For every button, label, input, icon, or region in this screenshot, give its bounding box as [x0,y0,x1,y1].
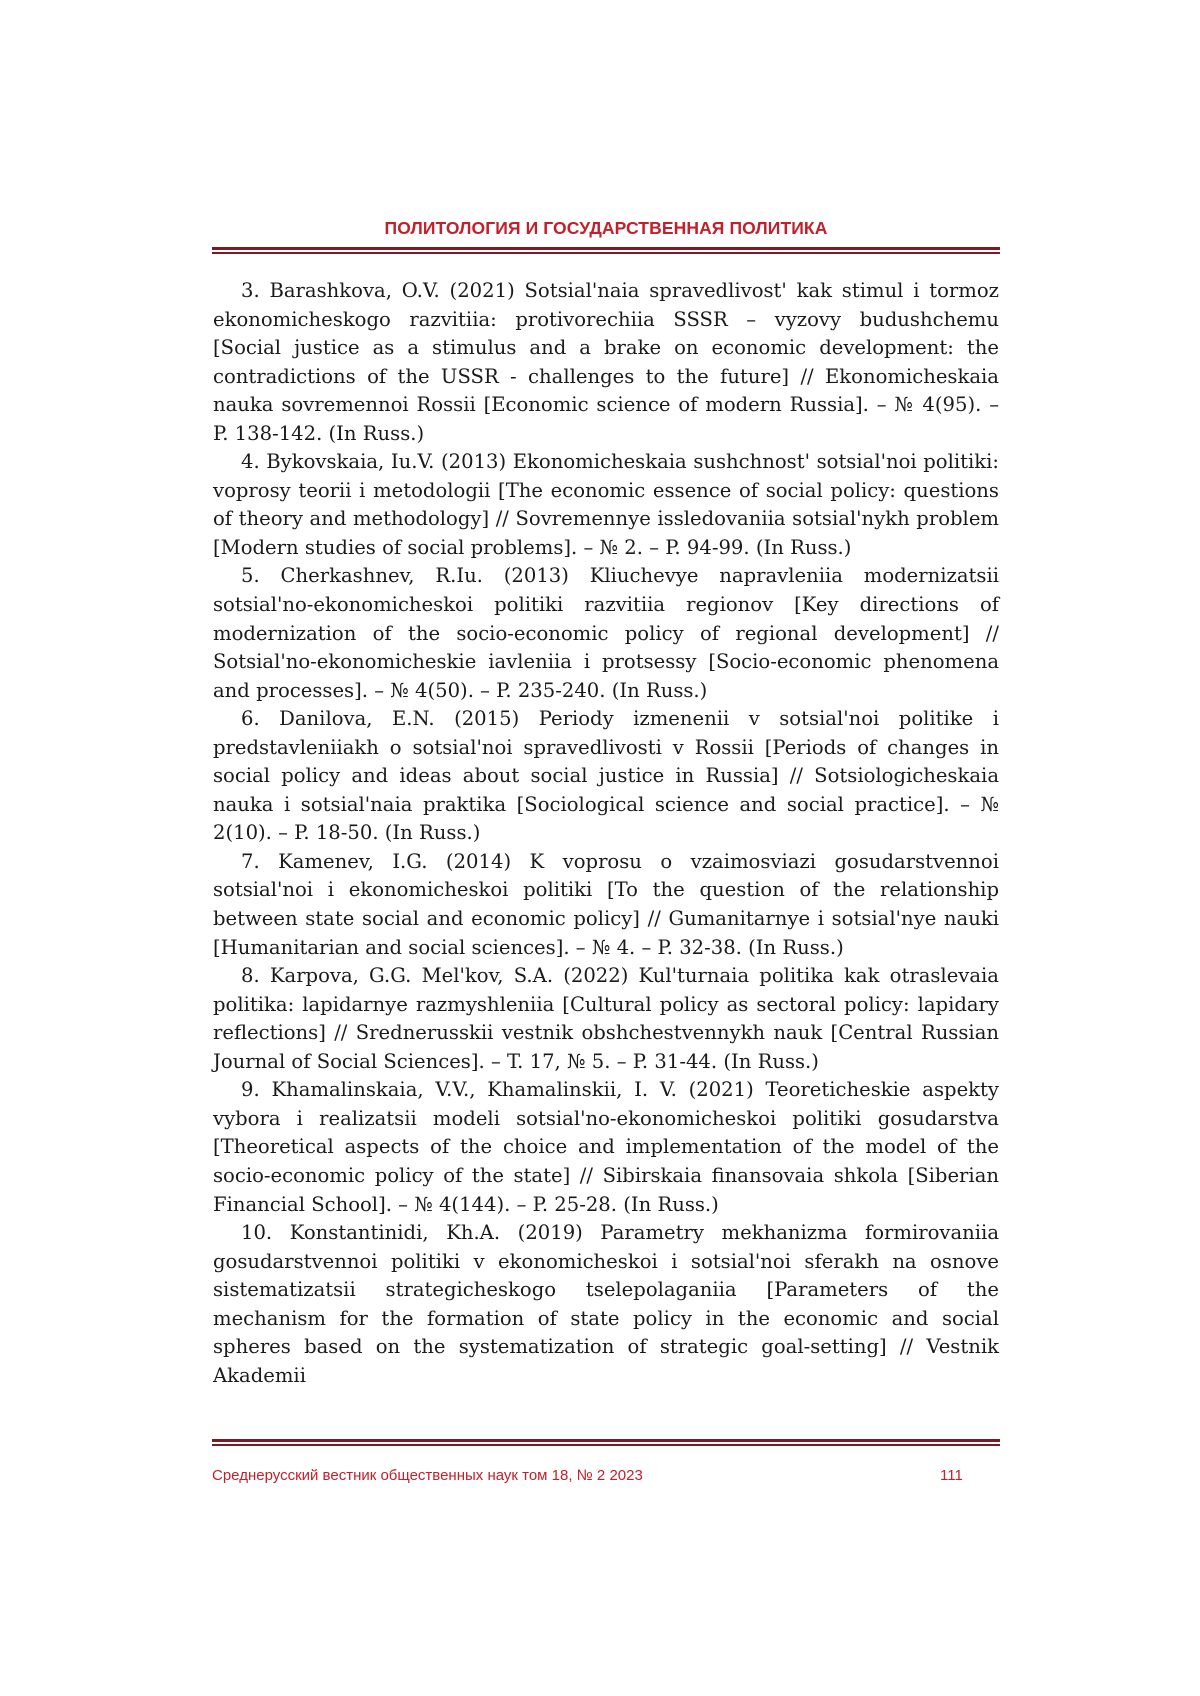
reference-item-5: 5. Cherkashnev, R.Iu. (2013) Kliuchevye napravleniia modernizatsii sotsial'no-ekonomicheskoi politiki razvitiia regionov [Key directions of modernization of the socio-economic policy of regional development] // Sotsial'no-ekonomicheskie iavleniia i protsessy [Socio-economic phenomena and processes]. – № 4(50). – P. 235-240. (In Russ.) [213,564,999,702]
header-rule-thin [212,252,1000,254]
reference-item-3: 3. Barashkova, O.V. (2021) Sotsial'naia spravedlivost' kak stimul i tormoz ekonomicheskogo razvitiia: protivorechiia SSSR – vyzovy budushchemu [Social justice as a stimulus and a brake on economic development: the contradictions of the USSR - challenges to the future] // Ekonomicheskaia nauka sovremennoi Rossii [Economic science of modern Russia]. – № 4(95). – P. 138-142. (In Russ.) [213,279,999,445]
page-number: 111 [940,1467,963,1484]
running-header-title: ПОЛИТОЛОГИЯ И ГОСУДАРСТВЕННАЯ ПОЛИТИКА [384,218,828,238]
header-rule [212,247,1000,254]
reference-item-8: 8. Karpova, G.G. Mel'kov, S.A. (2022) Kul'turnaia politika kak otraslevaia politika: lapidarnye razmyshleniia [Cultural policy as sectoral policy: lapidary reflections] // Srednerusskii vestnik obshchestvennykh nauk [Central Russian Journal of Social Sciences]. – T. 17, № 5. – P. 31-44. (In Russ.) [213,964,999,1073]
header-rule-thick [212,247,1000,250]
reference-item-7: 7. Kamenev, I.G. (2014) K voprosu o vzaimosviazi gosudarstvennoi sotsial'noi i ekonomicheskoi politiki [To the question of the relationship between state social and economic policy] // Gumanitarnye i sotsial'nye nauki [Humanitarian and social sciences]. – № 4. – P. 32-38. (In Russ.) [213,849,999,959]
reference-item-6: 6. Danilova, E.N. (2015) Periody izmenenii v sotsial'noi politike i predstavleniiakh o sotsial'noi spravedlivosti v Rossii [Periods of changes in social policy and ideas about social justice in Russia] // Sotsiologicheskaia nauka i sotsial'naia praktika [Sociological science and social practice]. – № 2(10). – P. 18-50. (In Russ.) [213,707,999,845]
reference-item-9: 9. Khamalinskaia, V.V., Khamalinskii, I. V. (2021) Teoreticheskie aspekty vybora i realizatsii modeli sotsial'no-ekonomicheskoi politiki gosudarstva [Theoretical aspects of the choice and implementation of the model of the socio-economic policy of the state] // Sibirskaia finansovaia shkola [Siberian Financial School]. – № 4(144). – P. 25-28. (In Russ.) [213,1078,999,1216]
footer-journal-title: Среднерусский вестник общественных наук том 18, № 2 2023 [212,1467,643,1484]
reference-list [213,277,999,1390]
reference-item-4: 4. Bykovskaia, Iu.V. (2013) Ekonomicheskaia sushchnost' sotsial'noi politiki: voprosy teorii i metodologii [The economic essence of social policy: questions of theory and methodology] // Sovremennye issledovaniia sotsial'nykh problem [Modern studies of social problems]. – № 2. – P. 94-99. (In Russ.) [213,450,999,559]
footer-rule [212,1439,1000,1446]
reference-item-10: 10. Konstantinidi, Kh.A. (2019) Parametry mekhanizma formirovaniia gosudarstvennoi politiki v ekonomicheskoi i sotsial'noi sferakh na osnove sistematizatsii strategicheskogo tselepolaganiia [Parameters of the mechanism for the formation of state policy in the economic and social spheres based on the systematization of strategic goal-setting] // Vestnik Akademii [213,1221,999,1387]
footer-rule-thick [212,1439,1000,1442]
footer-rule-thin [212,1444,1000,1446]
